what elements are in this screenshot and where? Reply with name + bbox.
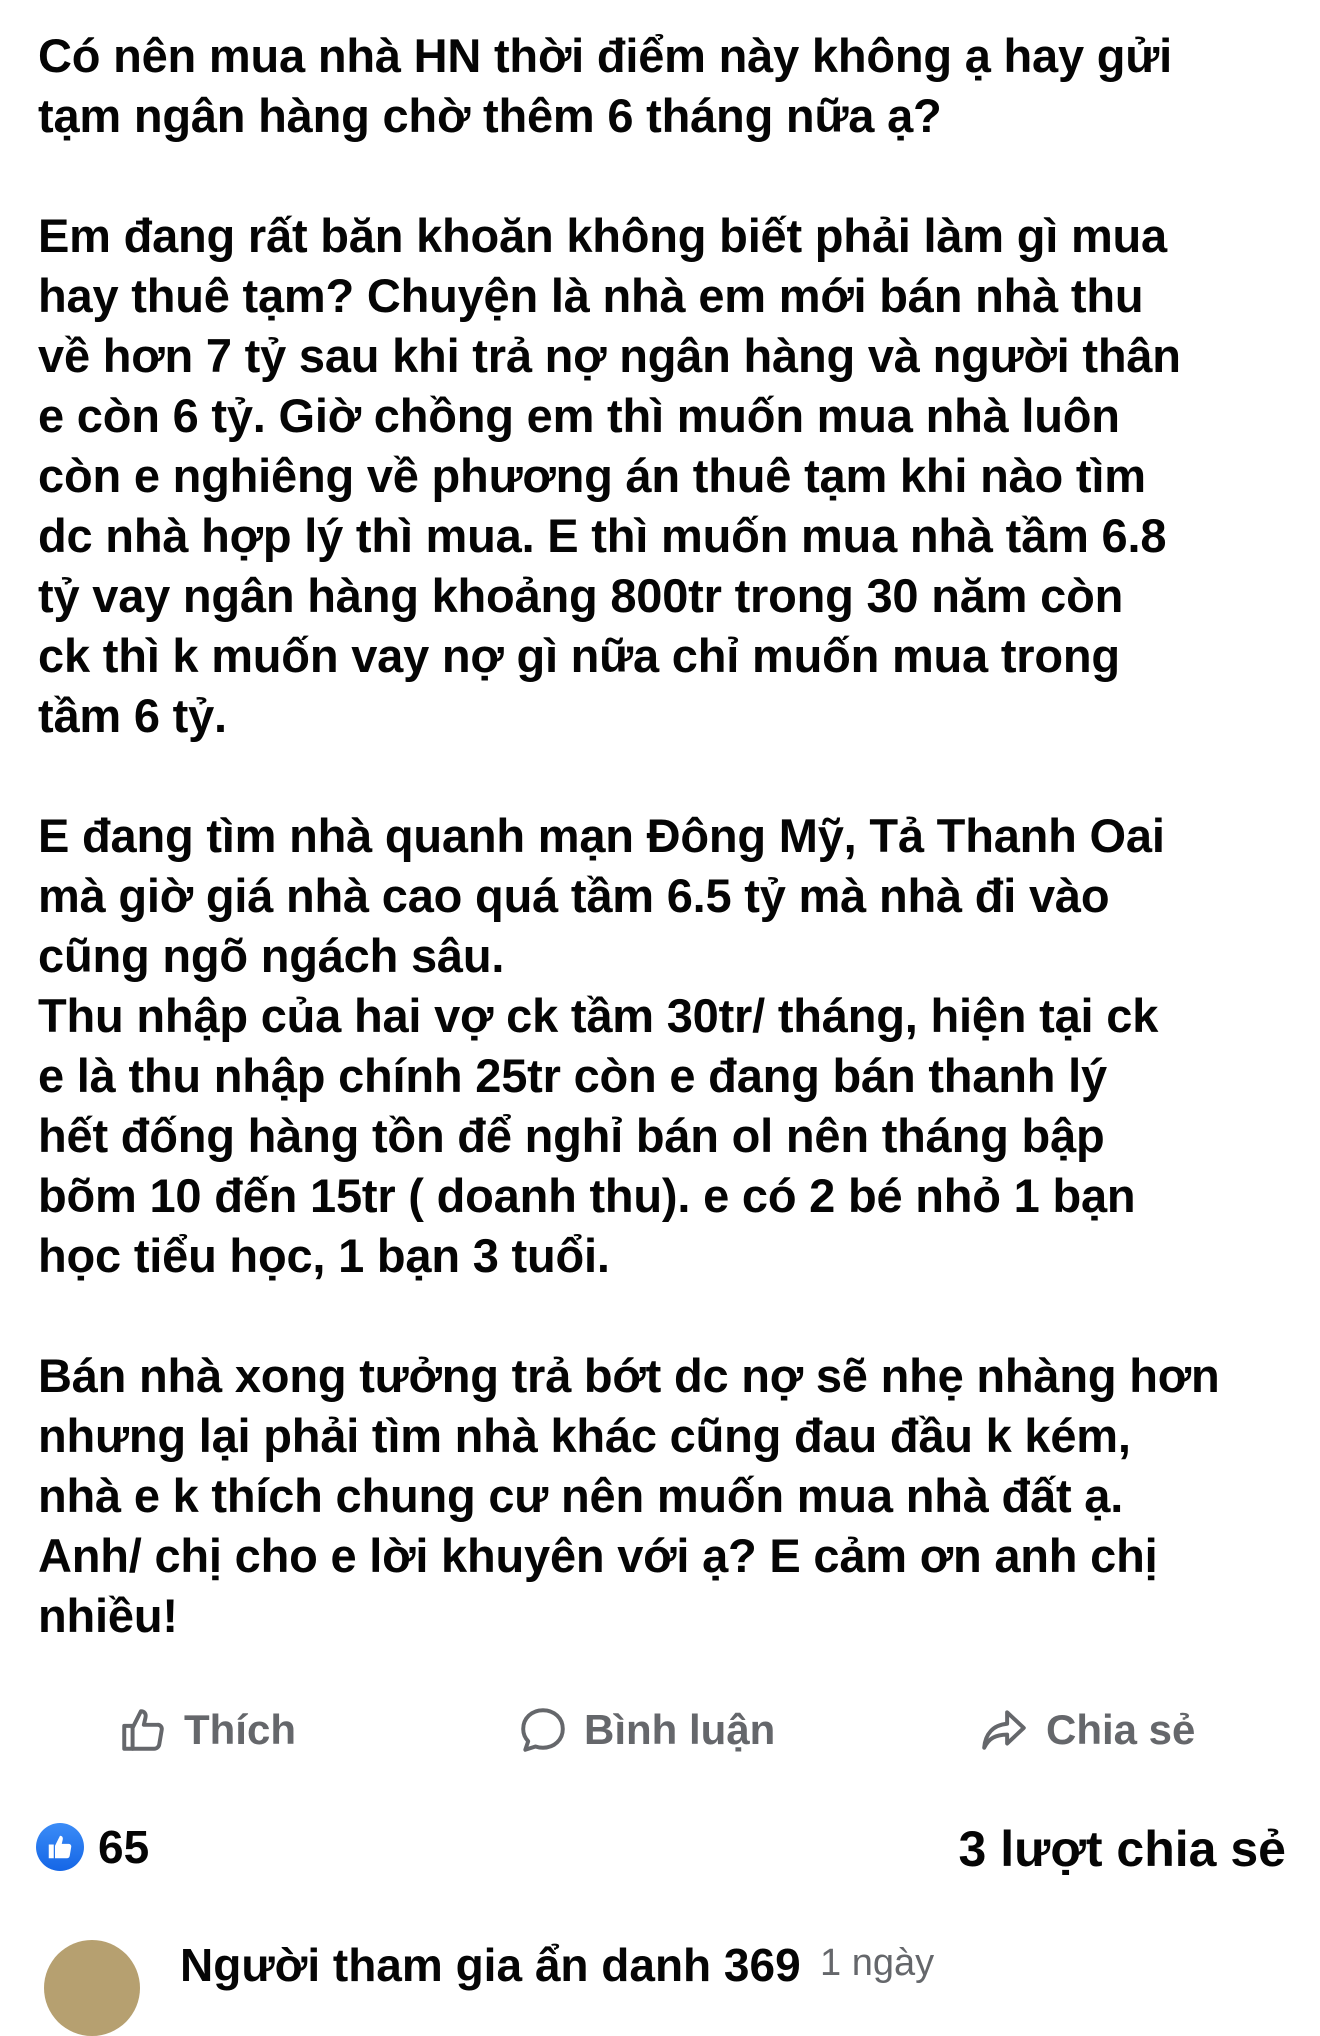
speech-bubble-icon [518, 1705, 568, 1755]
share-button-label: Chia sẻ [1046, 1706, 1196, 1753]
post-action-bar [0, 1690, 1320, 1770]
like-button[interactable] [118, 1690, 296, 1770]
avatar[interactable] [44, 1940, 140, 2036]
post-paragraph-situation: Em đang rất băn khoăn không biết phải làm gì mua hay thuê tạm? Chuyện là nhà em mới bán nhà thu về hơn 7 tỷ sau khi trả nợ ngân hàng và người thân e còn 6 tỷ. Giờ chồng em thì muốn mua nhà luôn còn e nghiêng về phương án thuê tạm khi nào tìm dc nhà hợp lý thì mua. E thì muốn mua nhà tầm 6.8 tỷ vay ngân hàng khoảng 800tr trong 30 năm còn ck thì k muốn vay nợ gì nữa chỉ muốn mua trong tầm 6 tỷ. [38, 209, 1181, 742]
post-body [38, 26, 1300, 1706]
like-count: 65 [98, 1821, 150, 1873]
like-reaction-icon [36, 1823, 84, 1871]
comment-time: 1 ngày [820, 1942, 935, 1984]
thumbs-up-icon [118, 1705, 168, 1755]
like-button-label: Thích [184, 1706, 296, 1753]
reaction-summary[interactable] [36, 1820, 149, 1874]
post-paragraph-income: Thu nhập của hai vợ ck tầm 30tr/ tháng, hiện tại ck e là thu nhập chính 25tr còn e đang bán thanh lý hết đống hàng tồn để nghỉ bán ol nên tháng bập bõm 10 đến 15tr ( doanh thu). e có 2 bé nhỏ 1 bạn học tiểu học, 1 bạn 3 tuổi. [38, 989, 1159, 1282]
share-count[interactable]: 3 lượt chia sẻ [958, 1821, 1286, 1877]
post-paragraph-question: Có nên mua nhà HN thời điểm này không ạ hay gửi tạm ngân hàng chờ thêm 6 tháng nữa ạ? [38, 29, 1172, 142]
post-stats [36, 1812, 1286, 1882]
share-button[interactable] [978, 1690, 1195, 1770]
comment-item [0, 1918, 1320, 1991]
post-paragraph-request: Bán nhà xong tưởng trả bớt dc nợ sẽ nhẹ nhàng hơn nhưng lại phải tìm nhà khác cũng đau đầu k kém, nhà e k thích chung cư nên muốn mua nhà đất ạ. Anh/ chị cho e lời khuyên với ạ? E cảm ơn anh chị nhiều! [38, 1349, 1220, 1642]
comment-button-label: Bình luận [584, 1706, 776, 1753]
share-arrow-icon [978, 1705, 1030, 1755]
post-paragraph-search: E đang tìm nhà quanh mạn Đông Mỹ, Tả Thanh Oai mà giờ giá nhà cao quá tầm 6.5 tỷ mà nhà đi vào cũng ngõ ngách sâu. [38, 809, 1165, 982]
comment-author[interactable]: Người tham gia ẩn danh 369 [180, 1939, 801, 1991]
comment-button[interactable] [518, 1690, 775, 1770]
